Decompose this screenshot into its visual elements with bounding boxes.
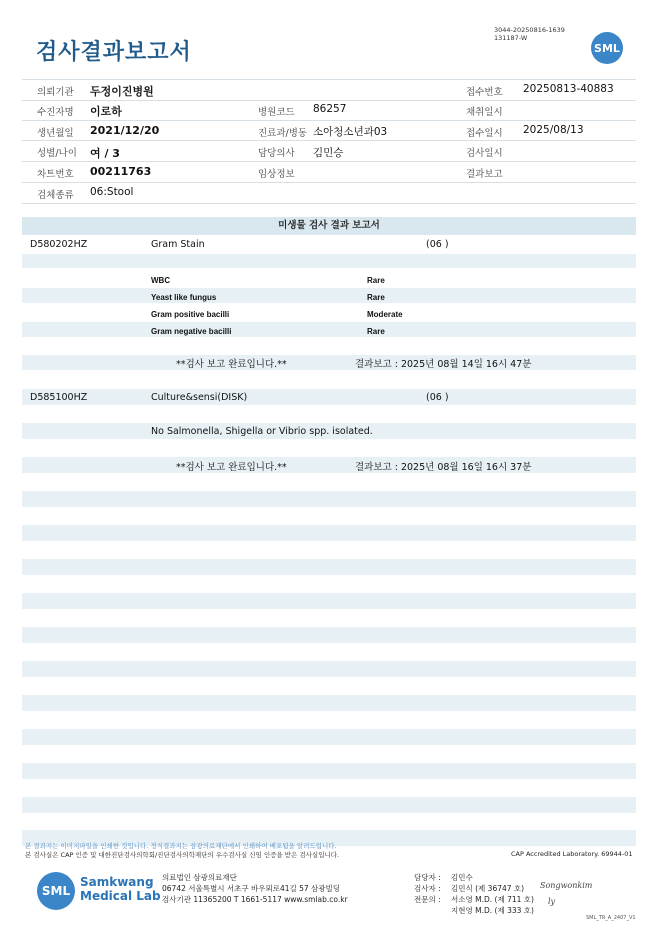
document-id: 3044-20250816-1639 131187-W xyxy=(494,26,565,42)
footer-org: 의료법인 삼광의료재단 xyxy=(162,873,237,882)
tester-value: 김민식 (제 36747 호) xyxy=(451,884,525,893)
result-item-value: Rare xyxy=(367,276,385,285)
birth-label: 생년월일 xyxy=(37,128,74,139)
test2-report-time: 결과보고 : 2025년 08월 16일 16시 37분 xyxy=(355,462,532,473)
row-band xyxy=(22,355,636,370)
row-band xyxy=(22,457,636,473)
row-band xyxy=(22,661,636,677)
form-id: SML_TR_A_2407_V1 xyxy=(586,915,636,921)
test1-name: Gram Stain xyxy=(151,239,205,250)
divider xyxy=(22,161,636,162)
test-date-label: 검사일시 xyxy=(466,148,503,159)
hospital-code-value: 86257 xyxy=(313,103,347,115)
dept-label: 진료과/병동 xyxy=(258,128,308,139)
result-item-name: Yeast like fungus xyxy=(151,293,217,302)
staff-value: 김민수 xyxy=(451,873,473,882)
test1-report-time: 결과보고 : 2025년 08월 14일 16시 47분 xyxy=(355,359,532,370)
tester-signature: Songwonkim xyxy=(540,881,593,890)
chart-no-label: 차트번호 xyxy=(37,169,74,180)
row-band xyxy=(22,797,636,813)
test2-complete: **검사 보고 완료입니다.** xyxy=(176,462,287,473)
tester-label: 검사자 : xyxy=(414,884,441,893)
clinical-info-label: 임상정보 xyxy=(258,169,295,180)
sex-age-label: 성별/나이 xyxy=(37,148,77,159)
receipt-date-value: 2025/08/13 xyxy=(523,124,584,136)
result-item-name: WBC xyxy=(151,276,171,285)
test1-specimen-code: (06 ) xyxy=(426,239,449,250)
divider xyxy=(22,79,636,80)
test1-complete: **검사 보고 완료입니다.** xyxy=(176,359,287,370)
footer-address: 06742 서울특별시 서초구 바우뫼로41길 57 삼광빌딩 xyxy=(162,884,341,893)
name-value: 이로하 xyxy=(90,105,122,118)
footer-note-certification: 본 검사실은 CAP 인증 및 대한진단검사의학회/진단검사의학재단의 우수검사실 신임 인증을 받은 검사실입니다. xyxy=(25,851,340,859)
staff-label: 담당자 : xyxy=(414,873,441,882)
test2-specimen-code: (06 ) xyxy=(426,392,449,403)
specimen-value: 06:Stool xyxy=(90,186,134,198)
row-band xyxy=(22,559,636,575)
page-title: 검사결과보고서 xyxy=(36,40,192,65)
test2-code: D585100HZ xyxy=(30,392,88,403)
row-band xyxy=(22,322,636,337)
specialist-value-1: 서소영 M.D. (제 711 호) xyxy=(451,895,534,904)
collection-date-label: 채취일시 xyxy=(466,107,503,118)
report-label: 결과보고 xyxy=(466,169,503,180)
result-item-value: Rare xyxy=(367,293,385,302)
receipt-no-label: 접수번호 xyxy=(466,87,503,98)
footer-note-print: 본 결과지는 이미지파일을 인쇄한 것입니다. 정식결과지는 삼광의료재단에서 인쇄하여 배포됨을 알려드립니다. xyxy=(25,842,337,850)
divider xyxy=(22,120,636,121)
divider xyxy=(22,182,636,183)
footer-contact: 검사기관 11365200 T 1661-5117 www.smlab.co.kr xyxy=(162,895,348,904)
result-item-name: Gram negative bacilli xyxy=(151,327,232,336)
receipt-date-label: 접수일시 xyxy=(466,128,503,139)
divider xyxy=(22,100,636,101)
row-band xyxy=(22,695,636,711)
row-band xyxy=(22,627,636,643)
row-band xyxy=(22,593,636,609)
footer-sml-logo: SML xyxy=(37,872,75,910)
hospital-code-label: 병원코드 xyxy=(258,107,295,118)
sex-age-value: 여 / 3 xyxy=(90,147,120,160)
doctor-label: 담당의사 xyxy=(258,148,295,159)
specialist-value-2: 지현영 M.D. (제 333 호) xyxy=(451,906,534,915)
result-item-value: Rare xyxy=(367,327,385,336)
cap-accreditation: CAP Accredited Laboratory. 69944-01 xyxy=(511,850,633,858)
row-band xyxy=(22,525,636,541)
specimen-label: 검체종류 xyxy=(37,190,74,201)
name-label: 수진자명 xyxy=(37,107,74,118)
row-band xyxy=(22,491,636,507)
row-band xyxy=(22,389,636,405)
row-band xyxy=(22,763,636,779)
divider xyxy=(22,203,636,204)
footer-brand: Samkwang Medical Lab xyxy=(80,875,161,903)
birth-value: 2021/12/20 xyxy=(90,124,160,137)
institution-label: 의뢰기관 xyxy=(37,87,74,98)
dept-value: 소아청소년과03 xyxy=(313,126,388,138)
row-band xyxy=(22,729,636,745)
institution-value: 두정이진병원 xyxy=(90,85,154,98)
test2-name: Culture&sensi(DISK) xyxy=(151,392,248,403)
test1-code: D580202HZ xyxy=(30,239,88,250)
chart-no-value: 00211763 xyxy=(90,165,152,178)
specialist-signature: ly xyxy=(548,897,556,906)
row-band xyxy=(22,254,636,268)
section-title: 미생물 검사 결과 보고서 xyxy=(22,217,636,235)
specialist-label: 전문의 : xyxy=(414,895,441,904)
doctor-value: 김민승 xyxy=(313,147,344,159)
result-item-value: Moderate xyxy=(367,310,403,319)
row-band xyxy=(22,288,636,303)
result-item-name: Gram positive bacilli xyxy=(151,310,230,319)
sml-logo: SML xyxy=(591,32,623,64)
receipt-no-value: 20250813-40883 xyxy=(523,83,614,95)
test2-comment: No Salmonella, Shigella or Vibrio spp. isolated. xyxy=(151,426,373,437)
divider xyxy=(22,140,636,141)
